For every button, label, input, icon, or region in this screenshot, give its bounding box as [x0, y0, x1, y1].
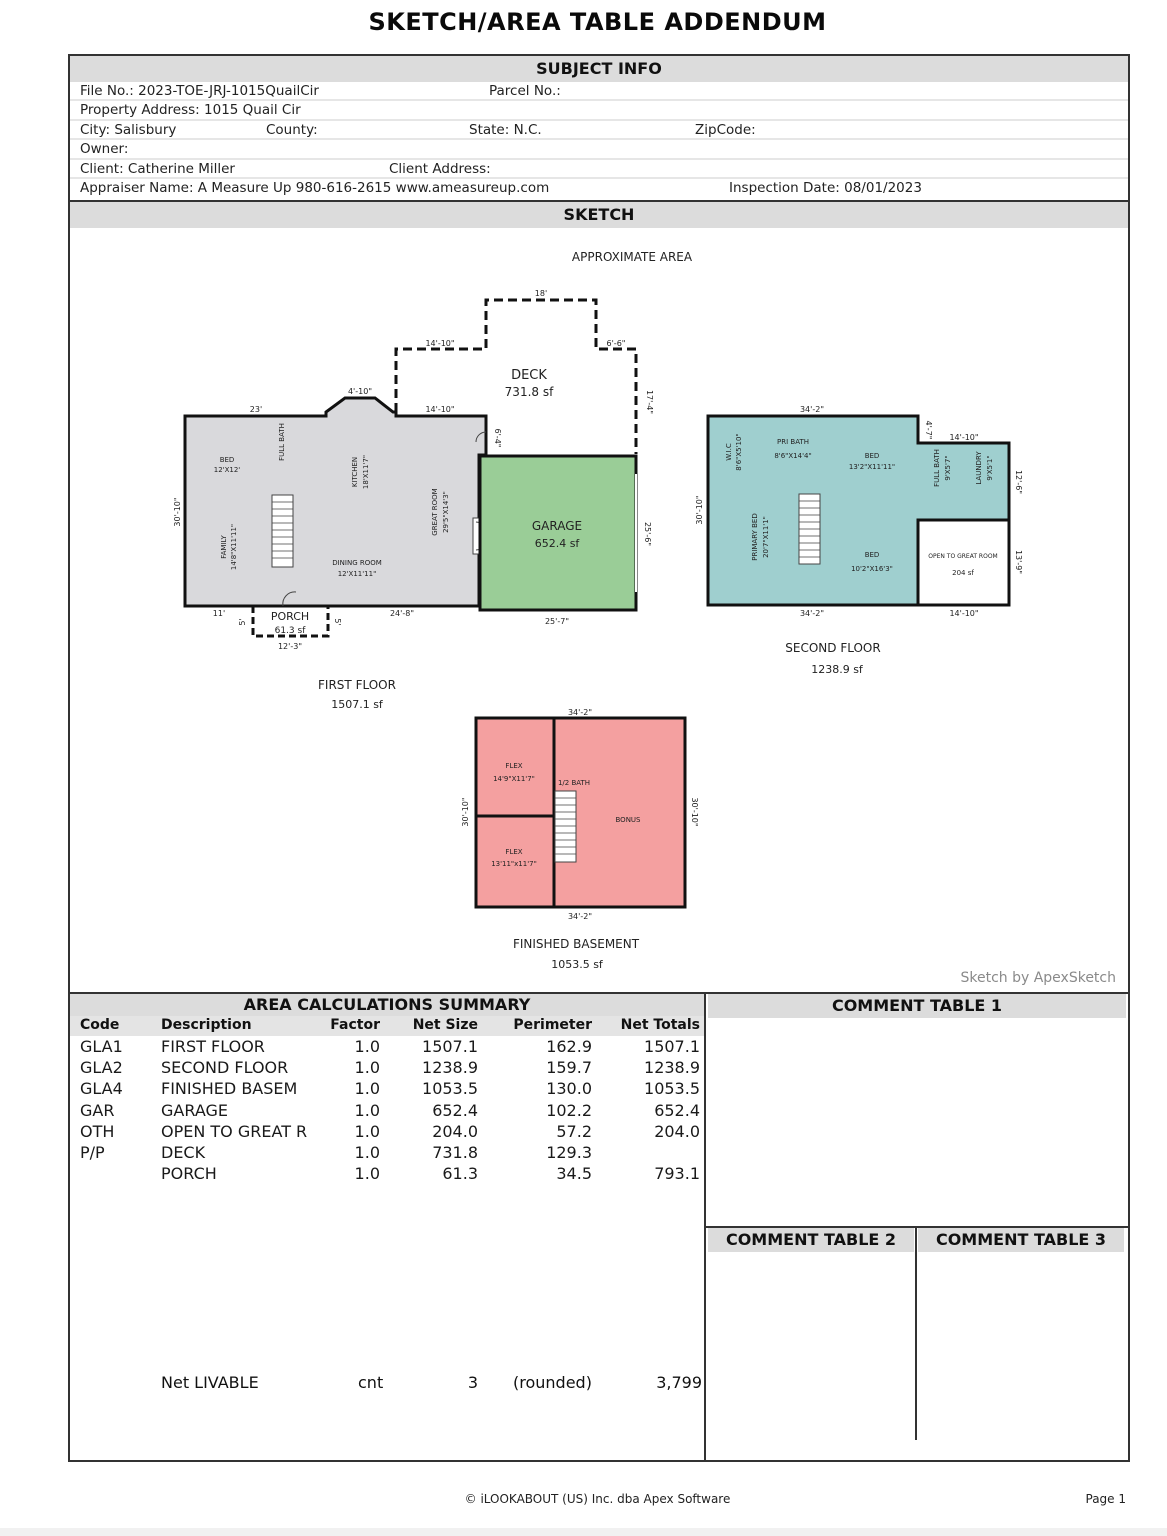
svg-text:DECK: DECK	[511, 368, 547, 383]
svg-text:9'X5'7": 9'X5'7"	[944, 455, 952, 481]
svg-text:FLEX: FLEX	[505, 848, 523, 856]
svg-text:30'-10": 30'-10"	[690, 797, 699, 827]
svg-text:FAMILY: FAMILY	[220, 535, 228, 559]
addendum-frame	[68, 54, 1130, 1462]
svg-text:BED: BED	[219, 456, 235, 464]
floor-plan-svg	[0, 2, 1167, 1002]
svg-text:34'-2": 34'-2"	[799, 405, 825, 414]
comment-table-1-header: COMMENT TABLE 1	[708, 994, 1126, 1018]
svg-text:PRI BATH: PRI BATH	[777, 438, 809, 446]
first-floor-plan	[173, 387, 502, 618]
svg-text:8'6"X14'4": 8'6"X14'4"	[774, 452, 812, 460]
svg-text:17'-4": 17'-4"	[645, 389, 654, 415]
parcel-number: Parcel No.:	[489, 83, 561, 99]
svg-text:5': 5'	[238, 618, 247, 626]
svg-text:12'X11'11": 12'X11'11"	[337, 570, 377, 578]
col-description: Description	[161, 1017, 252, 1033]
zipcode: ZipCode:	[695, 121, 756, 138]
svg-text:4'-7": 4'-7"	[924, 420, 933, 440]
svg-text:204 sf: 204 sf	[952, 569, 974, 577]
sketch-credit: Sketch by ApexSketch	[960, 970, 1116, 986]
second-floor-area: 1238.9 sf	[811, 663, 863, 676]
svg-text:PORCH: PORCH	[270, 610, 310, 623]
svg-text:24'-8": 24'-8"	[389, 609, 415, 618]
bottom-band	[0, 1528, 1167, 1536]
table-row: GLA2 SECOND FLOOR 1.0 1238.9 159.7 1238.9	[80, 1058, 700, 1078]
net-livable-factor: cnt	[358, 1373, 384, 1392]
table-row: PORCH 1.0 61.3 34.5 793.1	[161, 1164, 700, 1184]
svg-text:6'-4": 6'-4"	[493, 428, 502, 448]
property-address: Property Address: 1015 Quail Cir	[80, 102, 301, 119]
second-floor-plan	[695, 405, 1023, 618]
svg-text:BED: BED	[864, 551, 880, 559]
svg-text:20'7"X11'1": 20'7"X11'1"	[762, 516, 770, 558]
stairs-icon	[799, 494, 820, 564]
svg-text:29'5"X14'3": 29'5"X14'3"	[442, 491, 450, 533]
svg-text:18'X11'7": 18'X11'7"	[362, 454, 370, 490]
stairs-icon	[555, 791, 576, 862]
svg-text:BONUS: BONUS	[615, 816, 641, 824]
svg-text:34'-2": 34'-2"	[567, 708, 593, 717]
svg-text:30'-10": 30'-10"	[695, 495, 704, 525]
svg-text:9'X5'1": 9'X5'1"	[986, 455, 994, 481]
svg-text:30'-10": 30'-10"	[461, 797, 470, 827]
svg-text:14'-10": 14'-10"	[949, 433, 979, 442]
client-address: Client Address:	[389, 160, 491, 177]
porch-outline	[238, 606, 342, 651]
comment-table-3-header: COMMENT TABLE 3	[918, 1228, 1124, 1252]
first-floor-area: 1507.1 sf	[331, 698, 383, 711]
svg-text:6'-6": 6'-6"	[606, 339, 626, 348]
subject-info-header: SUBJECT INFO	[70, 56, 1128, 82]
stairs-icon	[272, 495, 293, 567]
inspection-date: Inspection Date: 08/01/2023	[729, 179, 922, 196]
table-row: GAR GARAGE 1.0 652.4 102.2 652.4	[80, 1100, 700, 1120]
svg-text:FULL BATH: FULL BATH	[933, 449, 941, 487]
svg-text:W.I.C: W.I.C	[725, 443, 733, 461]
svg-text:13'11"x11'7": 13'11"x11'7"	[491, 860, 537, 868]
svg-text:13'-9": 13'-9"	[1014, 549, 1023, 575]
comments-section	[706, 992, 1128, 1462]
svg-text:12'X12': 12'X12'	[213, 466, 241, 474]
svg-text:12'-6": 12'-6"	[1014, 469, 1023, 495]
basement-plan	[461, 708, 699, 921]
basement-area: 1053.5 sf	[551, 958, 603, 971]
svg-text:23': 23'	[249, 405, 263, 414]
svg-text:PRIMARY BED: PRIMARY BED	[751, 513, 759, 561]
svg-text:OPEN TO GREAT ROOM: OPEN TO GREAT ROOM	[928, 553, 998, 560]
svg-text:14'9"X11'7": 14'9"X11'7"	[493, 775, 535, 783]
col-perimeter: Perimeter	[513, 1017, 592, 1033]
svg-text:FLEX: FLEX	[505, 762, 523, 770]
svg-text:GREAT ROOM: GREAT ROOM	[431, 488, 439, 536]
net-livable-label: Net LIVABLE	[161, 1373, 259, 1392]
table-row: GLA4 FINISHED BASEM 1.0 1053.5 130.0 1053.5	[80, 1079, 700, 1099]
col-net-totals: Net Totals	[620, 1017, 700, 1033]
footer-copyright: © iLOOKABOUT (US) Inc. dba Apex Software	[464, 1492, 731, 1506]
svg-text:FULL BATH: FULL BATH	[278, 423, 286, 461]
svg-text:34'-2": 34'-2"	[799, 609, 825, 618]
sketch-header: SKETCH	[70, 202, 1128, 228]
city: City: Salisbury	[80, 121, 177, 138]
area-table-header	[70, 1016, 704, 1036]
table-row: OTH OPEN TO GREAT R 1.0 204.0 57.2 204.0	[80, 1121, 700, 1141]
table-row: GLA1 FIRST FLOOR 1.0 1507.1 162.9 1507.1	[80, 1037, 700, 1056]
page-number: Page 1	[1085, 1492, 1126, 1506]
comment-vertical-divider	[915, 1228, 917, 1440]
county: County:	[266, 121, 318, 138]
sketch-drawing	[70, 228, 1128, 992]
svg-text:30'-10": 30'-10"	[173, 497, 182, 527]
owner: Owner:	[80, 141, 129, 158]
svg-text:14'-10": 14'-10"	[425, 339, 455, 348]
basement-label: FINISHED BASEMENT	[512, 937, 640, 951]
svg-text:12'-3": 12'-3"	[277, 642, 303, 651]
document-title: SKETCH/AREA TABLE ADDENDUM	[368, 8, 827, 36]
svg-text:18': 18'	[534, 289, 548, 298]
svg-text:GARAGE: GARAGE	[531, 519, 583, 533]
svg-text:25'-7": 25'-7"	[544, 617, 570, 626]
second-floor-label: SECOND FLOOR	[785, 641, 881, 655]
net-livable-count: 3	[467, 1373, 478, 1392]
svg-text:10'2"X16'3": 10'2"X16'3"	[851, 565, 893, 573]
svg-text:61.3 sf: 61.3 sf	[274, 626, 306, 636]
first-floor-label: FIRST FLOOR	[318, 678, 396, 692]
svg-text:14'-10": 14'-10"	[949, 609, 979, 618]
svg-text:4'-10": 4'-10"	[347, 387, 373, 396]
appraiser: Appraiser Name: A Measure Up 980-616-2615 www.ameasureup.com	[80, 179, 550, 196]
col-factor: Factor	[330, 1017, 380, 1033]
net-livable-total: 3,799	[656, 1373, 702, 1392]
svg-text:5': 5'	[333, 618, 342, 626]
svg-text:34'-2": 34'-2"	[567, 912, 593, 921]
comment-table-2-header: COMMENT TABLE 2	[708, 1228, 914, 1252]
svg-text:13'2"X11'11": 13'2"X11'11"	[848, 463, 896, 471]
table-row: P/P DECK 1.0 731.8 129.3	[80, 1142, 592, 1162]
col-net-size: Net Size	[412, 1017, 478, 1033]
net-livable-row	[70, 1372, 706, 1394]
svg-text:DINING ROOM: DINING ROOM	[332, 559, 382, 567]
state: State: N.C.	[469, 121, 542, 138]
client: Client: Catherine Miller	[80, 160, 235, 177]
svg-text:14'8"X11'11": 14'8"X11'11"	[230, 523, 238, 571]
svg-text:731.8 sf: 731.8 sf	[504, 385, 554, 399]
svg-text:1/2 BATH: 1/2 BATH	[557, 779, 591, 787]
svg-text:BED: BED	[864, 452, 880, 460]
garage-plan	[480, 456, 652, 626]
svg-text:8'6"X5'10": 8'6"X5'10"	[735, 433, 743, 471]
col-code: Code	[80, 1017, 120, 1033]
svg-text:652.4 sf: 652.4 sf	[534, 537, 580, 550]
net-livable-note: (rounded)	[513, 1373, 592, 1392]
approximate-area-caption: APPROXIMATE AREA	[571, 250, 693, 264]
svg-text:25'-6": 25'-6"	[643, 521, 652, 547]
svg-text:14'-10": 14'-10"	[425, 405, 455, 414]
svg-text:11': 11'	[212, 609, 226, 618]
file-number: File No.: 2023-TOE-JRJ-1015QuailCir	[80, 83, 319, 99]
svg-text:LAUNDRY: LAUNDRY	[975, 451, 983, 485]
area-calculations-section	[70, 992, 706, 1462]
svg-text:KITCHEN: KITCHEN	[351, 456, 359, 488]
area-calculations-header: AREA CALCULATIONS SUMMARY	[70, 994, 704, 1016]
